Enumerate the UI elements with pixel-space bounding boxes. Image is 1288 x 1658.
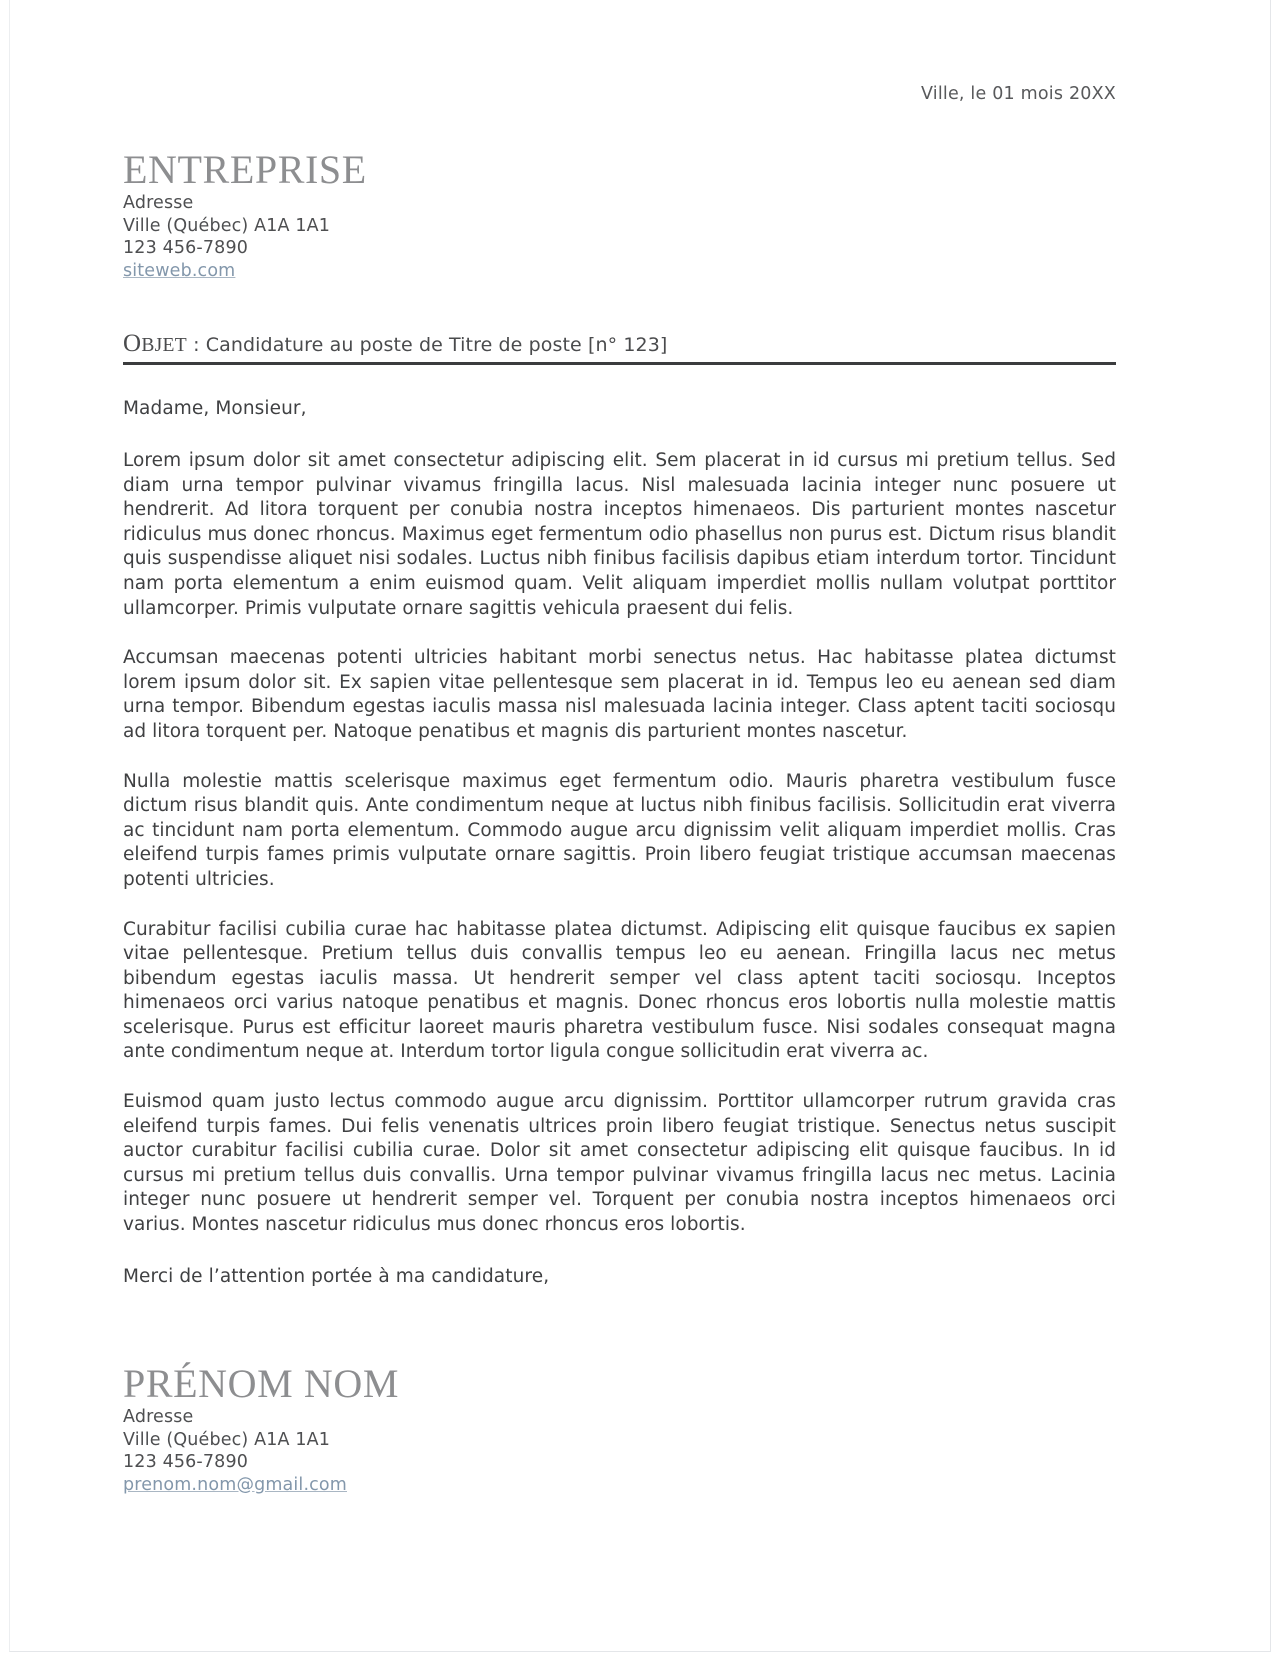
signer-address: Adresse — [123, 1407, 194, 1427]
subject-text: : Candidature au poste de Titre de poste [n° 123] — [186, 334, 668, 356]
salutation: Madame, Monsieur, — [123, 398, 307, 419]
body-paragraph: Lorem ipsum dolor sit amet consectetur adipiscing elit. Sem placerat in id cursus mi pretium tellus. Sed diam urna tempor pulvinar vivamus fringilla lacus. Nisl malesuada lacinia integer nunc posuere ut hendrerit. Ad litora torquent per conubia nostra inceptos himenaeos. Dis parturient montes nascetur ridiculus mus donec rhoncus. Maximus eget fermentum odio phasellus non purus est. Dictum risus blandit quis suspendisse aliquet nisi sodales. Luctus nibh finibus facilisis dapibus etiam interdum tortor. Tincidunt nam porta elementum a enim euismod quam. Velit aliquam imperdiet mollis nullam volutpat porttitor ullamcorper. Primis vulputate ornare sagittis vehicula praesent dui felis. — [123, 450, 1116, 619]
letter-body — [123, 398, 1116, 1289]
date-line: Ville, le 01 mois 20XX — [920, 84, 1116, 104]
body-paragraph: Curabitur facilisi cubilia curae hac habitasse platea dictumst. Adipiscing elit quisque faucibus ex sapien vitae pellentesque. Pretium tellus duis convallis tempus leo eu aenean. Fringilla lacus nec metus bibendum egestas iaculis massa. Ut hendrerit semper vel class aptent taciti sociosqu. Inceptos himenaeos orci varius natoque penatibus et magnis. Donec rhoncus eros lobortis nulla molestie mattis scelerisque. Purus est efficitur laoreet mauris pharetra vestibulum fusce. Nisi sodales consequat magna ante condimentum neque at. Interdum tortor ligula congue sollicitudin erat viverra ac. — [123, 918, 1116, 1063]
body-paragraph: Accumsan maecenas potenti ultricies habitant morbi senectus netus. Hac habitasse platea dictumst lorem ipsum dolor sit. Ex sapien vitae pellentesque sem placerat in id. Tempus leo eu aenean sed diam urna tempor. Bibendum egestas iaculis massa nisl malesuada lacinia integer. Class aptent taciti sociosqu ad litora torquent per. Natoque penatibus et magnis dis parturient montes nascetur. — [123, 647, 1116, 742]
signer-city-line: Ville (Québec) A1A 1A1 — [123, 1429, 331, 1450]
company-website-link[interactable]: siteweb.com — [123, 260, 236, 281]
company-header-block — [123, 148, 367, 282]
subject-label-rest: BJET — [141, 335, 187, 356]
subject-label — [123, 330, 187, 357]
company-address: Adresse — [123, 193, 194, 213]
signature-block — [123, 1362, 399, 1496]
subject-divider — [123, 362, 1116, 365]
company-name: ENTREPRISE — [123, 147, 367, 192]
body-paragraph: Euismod quam justo lectus commodo augue arcu dignissim. Porttitor ullamcorper rutrum gravida cras eleifend turpis fames. Dui felis venenatis ultrices proin libero feugiat tristique. Senectus netus suscipit auctor curabitur facilisi cubilia curae. Dolor sit amet consectetur adipiscing elit quisque faucibus. In id cursus mi pretium tellus duis convallis. Urna tempor pulvinar vivamus fringilla lacus nec metus. Lacinia integer nunc posuere ut hendrerit semper vel. Torquent per conubia nostra inceptos himenaeos orci varius. Montes nascetur ridiculus mus donec rhoncus eros lobortis. — [123, 1091, 1116, 1236]
letter-page — [9, 0, 1271, 1652]
signer-name: PRÉNOM NOM — [123, 1361, 400, 1406]
signer-phone: 123 456-7890 — [123, 1452, 249, 1473]
company-phone: 123 456-7890 — [123, 238, 249, 259]
closing-line: Merci de l’attention portée à ma candidature, — [123, 1265, 550, 1287]
body-paragraph: Nulla molestie mattis scelerisque maximus eget fermentum odio. Mauris pharetra vestibulum fusce dictum risus blandit quis. Ante condimentum neque at luctus nibh finibus facilisis. Sollicitudin erat viverra ac tincidunt nam porta elementum. Commodo augue arcu dignissim velit aliquam imperdiet mollis. Cras eleifend turpis fames primis vulputate ornare sagittis. Proin libero feugiat tristique accumsan maecenas potenti ultricies. — [123, 770, 1116, 890]
subject-label-initial: O — [123, 330, 142, 357]
signer-email-link[interactable]: prenom.nom@gmail.com — [123, 1474, 347, 1495]
subject-line — [123, 330, 1116, 358]
company-city-line: Ville (Québec) A1A 1A1 — [123, 215, 331, 236]
